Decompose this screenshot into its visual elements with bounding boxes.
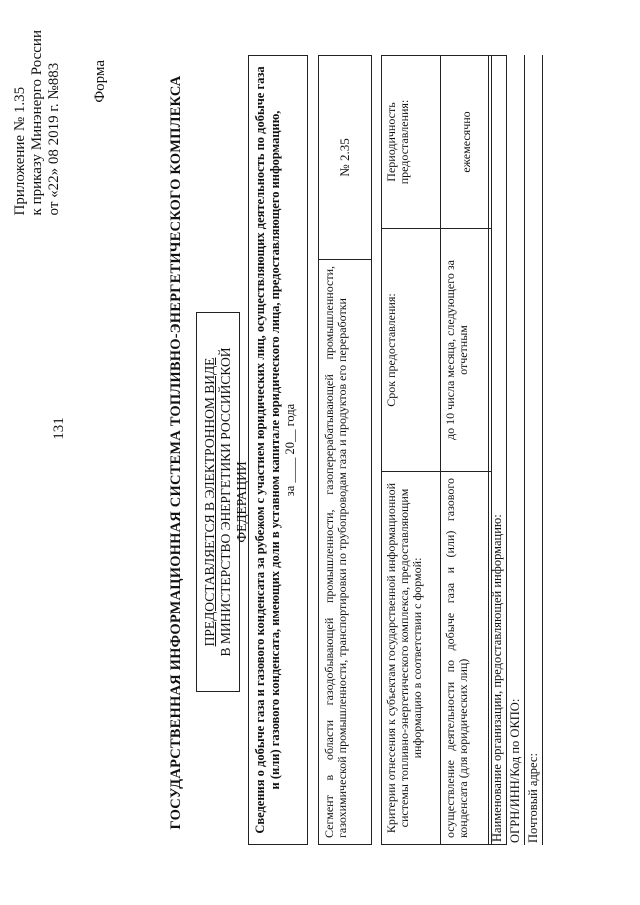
criteria-header: Критерии отнесения к субъектам государственной информационной системы топливно-энергетического комплекса, предоставляющим информацию в соответствии с формой: xyxy=(382,472,441,845)
organization-name-label: Наименование организации, предоставляющей информацию: xyxy=(488,55,507,845)
appendix-date: от «22» 08 2019 г. №883 xyxy=(46,62,62,216)
postal-address-label: Почтовый адрес: xyxy=(525,55,543,845)
form-label: Форма xyxy=(92,60,108,103)
appendix-number: Приложение № 1.35 xyxy=(12,86,28,216)
page-number: 131 xyxy=(50,417,67,440)
reporting-period: за ____ 20__ года xyxy=(283,403,297,497)
segment-box xyxy=(318,55,372,845)
criteria-cell: осуществление деятельности по добыче газа и (или) газового конденсата (для юридических лиц) xyxy=(441,472,492,845)
segment-number: № 2.35 xyxy=(337,138,352,177)
deadline-header: Срок предоставления: xyxy=(382,229,441,472)
presentation-line-2: В МИНИСТЕРСТВО ЭНЕРГЕТИКИ РОССИЙСКОЙ ФЕДЕРАЦИИ xyxy=(218,347,249,657)
segment-text: Сегмент в области газодобывающей промышленности, газоперерабатывающей промышленности, газохимической промышленности, транспортировки по трубопроводам газа и продуктов его переработки xyxy=(319,259,371,844)
organization-ids-label: ОГРН/ИНН/Код по ОКПО: xyxy=(507,55,525,845)
table-header-row xyxy=(382,56,441,845)
description-text: Сведения о добыче газа и газового конденсата за рубежом с участием юридических лиц, осуществляющих деятельность по добыче газа и (или) газового конденсата, имеющих доли в уставном капитале юридического лица, предоставляющего информацию, xyxy=(253,66,282,834)
organization-block xyxy=(488,55,543,845)
table-row xyxy=(441,56,492,845)
appendix-order: к приказу Минэнерго России xyxy=(29,30,45,216)
deadline-cell: до 10 числа месяца, следующего за отчетным xyxy=(441,229,492,472)
periodicity-cell: ежемесячно xyxy=(441,56,492,229)
periodicity-header: Периодичность предоставления: xyxy=(382,56,441,229)
presentation-line-1: ПРЕДОСТАВЛЯЕТСЯ В ЭЛЕКТРОННОМ ВИДЕ xyxy=(202,357,217,647)
main-title: ГОСУДАРСТВЕННАЯ ИНФОРМАЦИОННАЯ СИСТЕМА ТОПЛИВНО-ЭНЕРГЕТИЧЕСКОГО КОМПЛЕКСА xyxy=(168,75,184,830)
description-box xyxy=(248,55,308,845)
criteria-table xyxy=(381,55,492,845)
appendix-block xyxy=(12,30,63,215)
presentation-box xyxy=(196,312,249,692)
